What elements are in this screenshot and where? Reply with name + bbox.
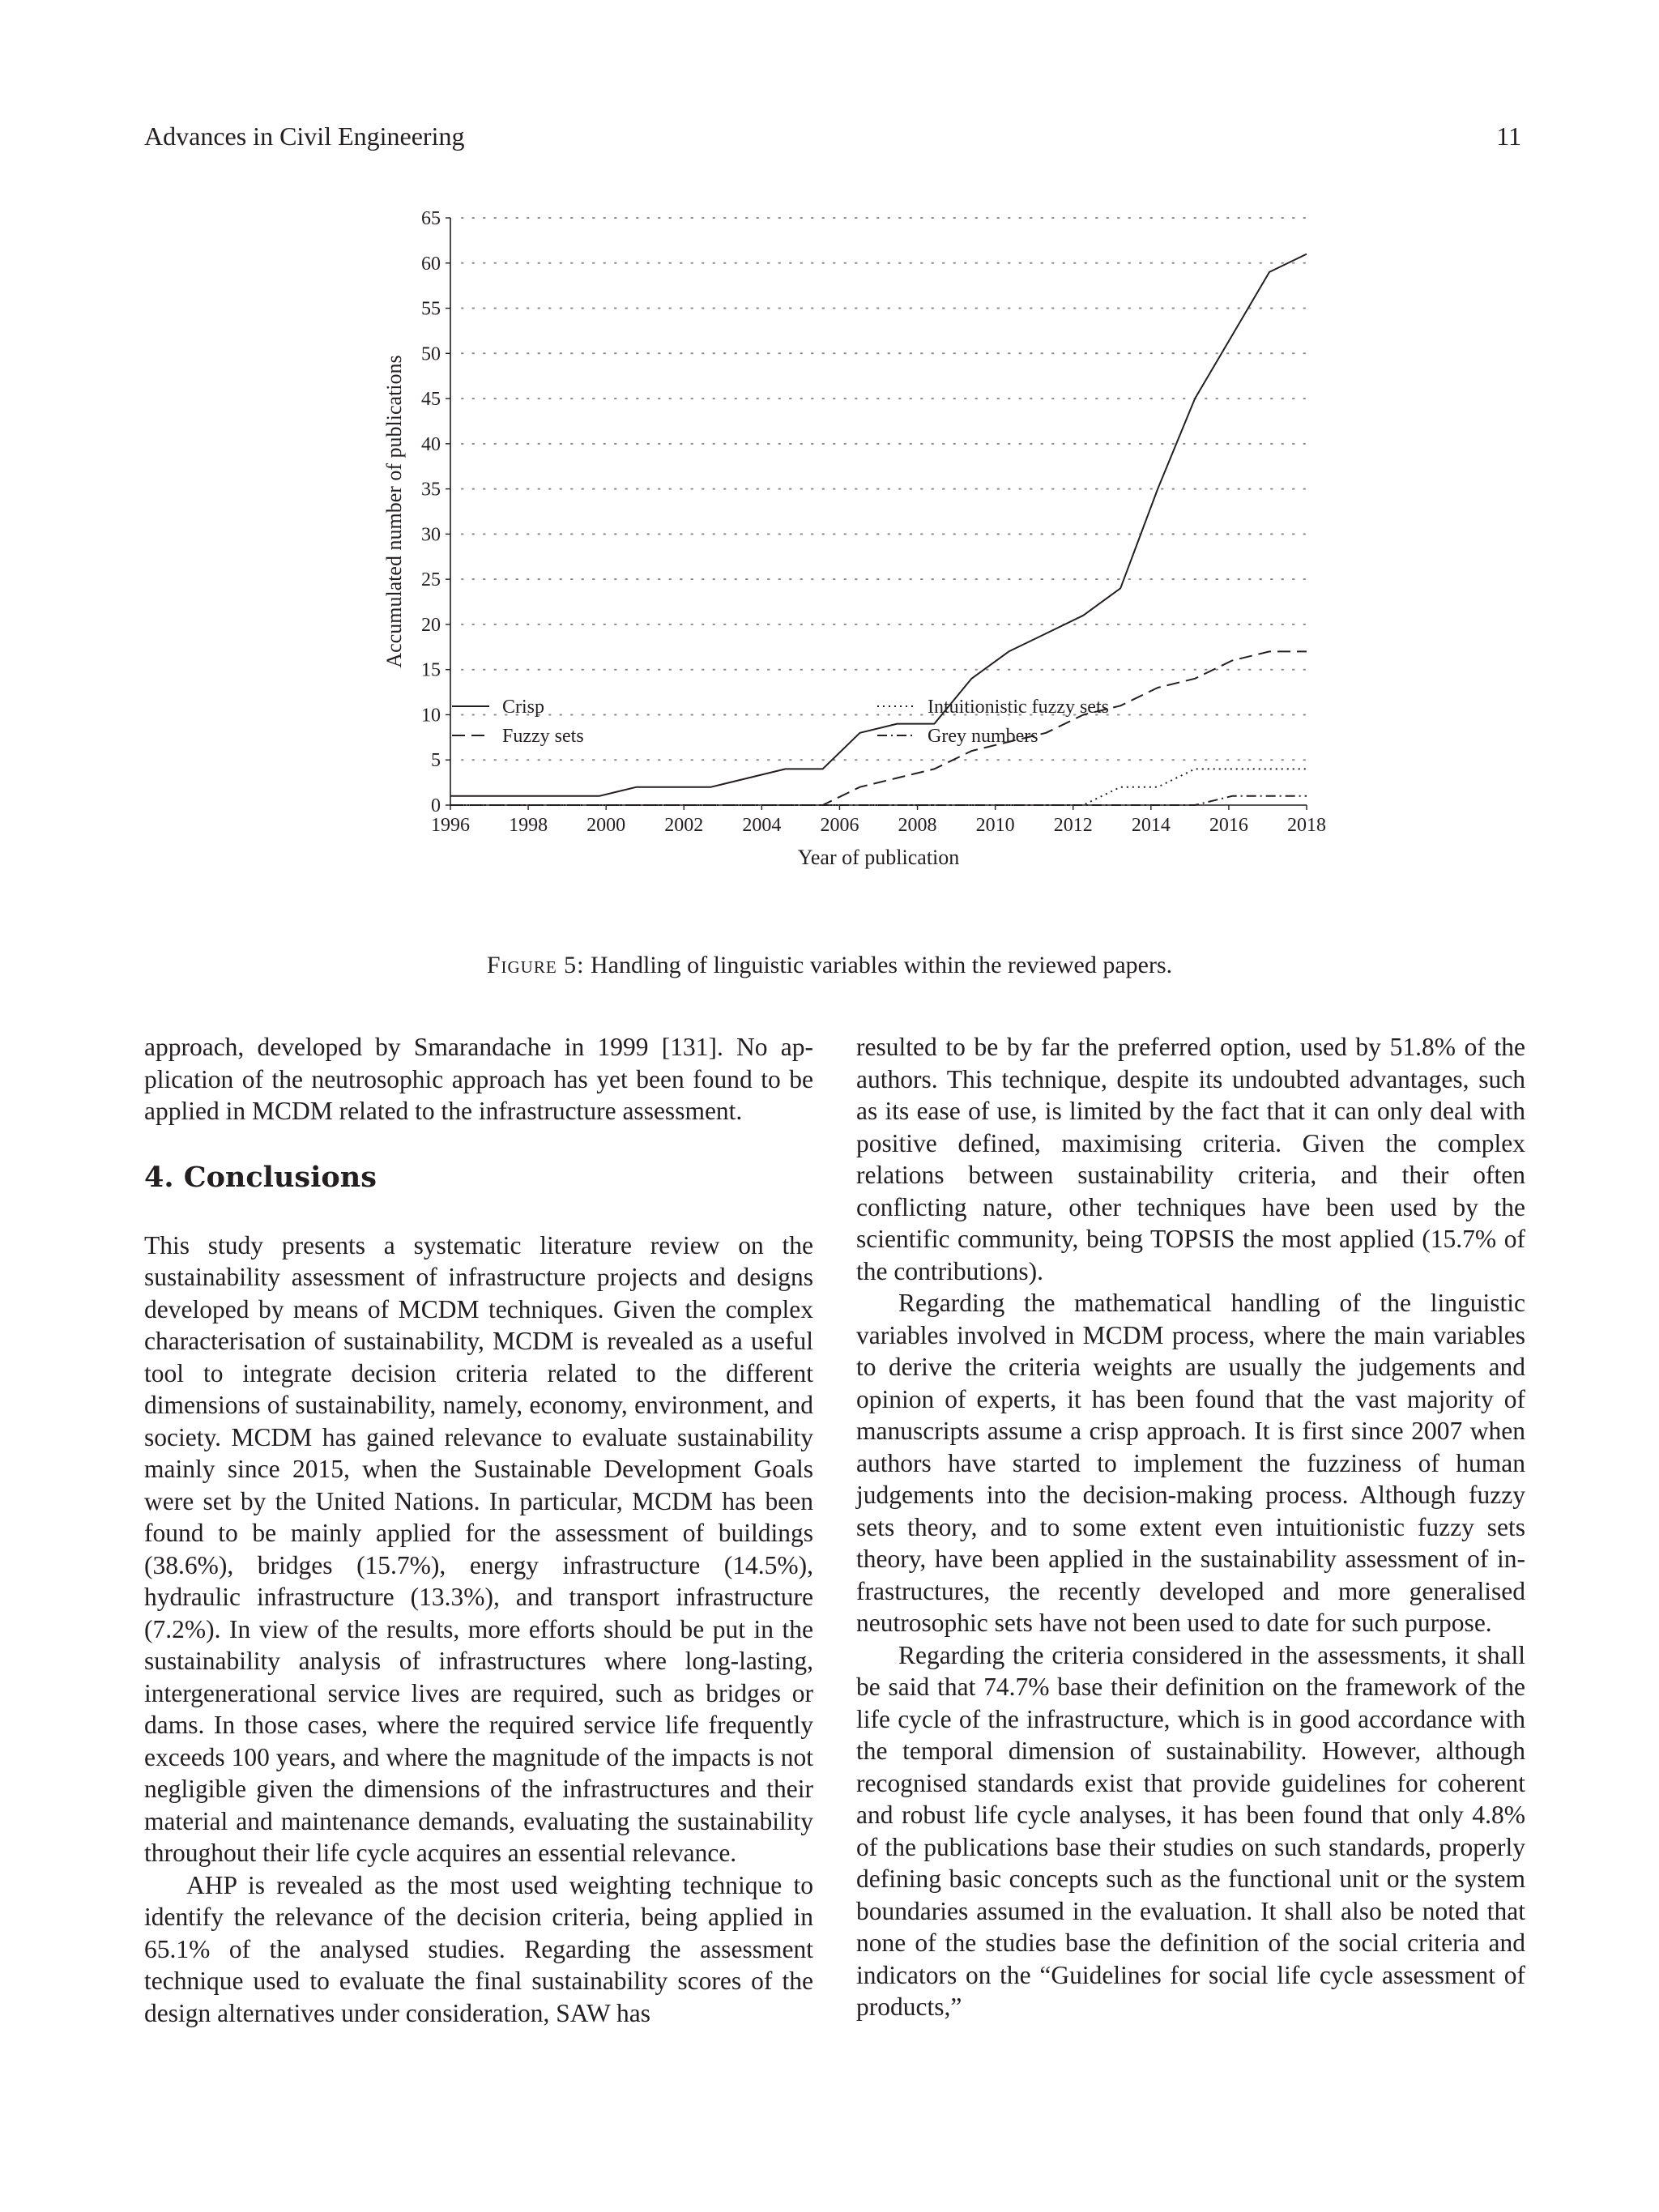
- y-tick-label: 25: [421, 569, 441, 591]
- line-chart: [373, 198, 1326, 869]
- x-tick-label: 2014: [1131, 815, 1171, 836]
- section-heading: 4. Conclusions: [144, 1160, 377, 1194]
- y-tick-label: 45: [421, 389, 441, 411]
- left-column: [144, 1031, 813, 2029]
- figure-caption: [0, 949, 1659, 982]
- y-tick-label: 10: [421, 705, 441, 727]
- y-tick-label: 50: [421, 343, 441, 365]
- x-tick-label: 2010: [975, 815, 1015, 836]
- legend-label: Grey numbers: [928, 726, 1038, 747]
- y-axis-label: Accumulated number of publications: [382, 355, 406, 668]
- y-tick-label: 35: [421, 479, 441, 501]
- series-line-grey-numbers: [450, 796, 1307, 805]
- x-tick-label: 2018: [1287, 815, 1326, 836]
- x-axis-label: Year of publication: [797, 846, 960, 869]
- x-tick-label: 2012: [1053, 815, 1093, 836]
- page-number: 11: [1496, 121, 1521, 151]
- paragraph: Regarding the criteria considered in the assessments, it shall be said that 74.7% base their definition on the framework of the life cycle of the infrastructure, which is in good accordance with the temporal dimension of sustainability. However, although recognised standards exist that provide guidelines for coherent and robust life cycle analyses, it has been found that only 4.8% of the publications base their studies on such standards, properly defining basic concepts such as the functional unit or the system boundaries assumed in the evaluation. It shall also be noted that none of the studies base the definition of the social criteria and indicators on the “Guidelines for social life cycle assessment of products,”: [856, 1640, 1525, 2021]
- y-tick-label: 55: [421, 298, 441, 320]
- x-tick-label: 2016: [1209, 815, 1248, 836]
- x-tick-label: 2000: [586, 815, 626, 836]
- y-tick-label: 30: [421, 524, 441, 546]
- y-tick-label: 60: [421, 253, 441, 275]
- paragraph: approach, developed by Smarandache in 1999 [131]. No application of the neutrosophic approach has yet been found to be applied in MCDM related to the infrastructure assessment.: [144, 1033, 813, 1125]
- paragraph: AHP is revealed as the most used weighting technique to identify the relevance of the decision criteria, being applied in 65.1% of the analysed studies. Regarding the assessment technique used to evaluate the final sustainability scores of the design alternatives under consideration, SAW has: [144, 1870, 813, 2027]
- x-tick-label: 2004: [742, 815, 782, 836]
- figure-5: [373, 198, 1326, 869]
- right-column: [856, 1031, 1525, 2023]
- x-tick-label: 1996: [431, 815, 470, 836]
- y-tick-label: 65: [421, 208, 441, 229]
- y-tick-label: 20: [421, 614, 441, 636]
- journal-title: Advances in Civil Engineering: [144, 121, 465, 151]
- series-line-intuitionistic-fuzzy-sets: [450, 769, 1307, 805]
- paragraph: This study presents a systematic literature review on the sustainability assessment of infrastructure projects and designs developed by means of MCDM techniques. Given the complex characterisation of sustainability, MCDM is revealed as a useful tool to integrate decision criteria related to the different dimensions of sustainability, namely, economy, environment, and society. MCDM has gained relevance to evaluate sustainability mainly since 2015, when the Sustainable Development Goals were set by the United Nations. In particular, MCDM has been found to be mainly applied for the assessment of buildings (38.6%), bridges (15.7%), energy infrastructure (14.5%), hydraulic infrastructure (13.3%), and transport infrastructure (7.2%). In view of the results, more efforts should be put in the sustainability analysis of infrastructures where long-lasting, intergenerational service lives are required, such as bridges or dams. In those cases, where the required service life frequently exceeds 100 years, and where the magnitude of the impacts is not negligible given the dimensions of the infrastructures and their material and maintenance demands, evaluating the sustainability throughout their life cycle acquires an essential relevance.: [144, 1230, 813, 1867]
- figure-caption-text: Handling of linguistic variables within the reviewed papers.: [591, 952, 1173, 978]
- x-tick-label: 2002: [664, 815, 704, 836]
- paragraph: Regarding the mathematical handling of the linguistic variables involved in MCDM process, where the main variables to derive the criteria weights are usually the judgements and opinion of experts, it has been found that the vast majority of manuscripts assume a crisp approach. It is first since 2007 when authors have started to implement the fuzziness of human judgements into the decision-making process. Although fuzzy sets theory, and to some extent even intuitionistic fuzzy sets theory, have been applied in the sustainability assessment of infrastructures, the recently developed and more generalised neutrosophic sets have not been used to date for such purpose.: [856, 1289, 1525, 1637]
- y-tick-label: 15: [421, 659, 441, 681]
- x-tick-label: 1998: [509, 815, 548, 836]
- x-tick-label: 2008: [898, 815, 937, 836]
- y-tick-label: 5: [431, 750, 441, 772]
- y-tick-label: 0: [431, 795, 441, 816]
- legend-label: Crisp: [502, 697, 545, 718]
- figure-caption-label: Figure 5:: [486, 952, 585, 978]
- legend-label: Fuzzy sets: [502, 726, 584, 747]
- paragraph: resulted to be by far the preferred option, used by 51.8% of the authors. This technique, despite its undoubted advantages, such as its ease of use, is limited by the fact that it can only deal with positive defined, maximising criteria. Given the complex relations between sustainability criteria, and their often conflicting nature, other techniques have been used by the scientific community, being TOPSIS the most applied (15.7% of the contributions).: [856, 1033, 1525, 1285]
- y-tick-label: 40: [421, 433, 441, 455]
- x-tick-label: 2006: [820, 815, 859, 836]
- legend-label: Intuitionistic fuzzy sets: [928, 697, 1109, 718]
